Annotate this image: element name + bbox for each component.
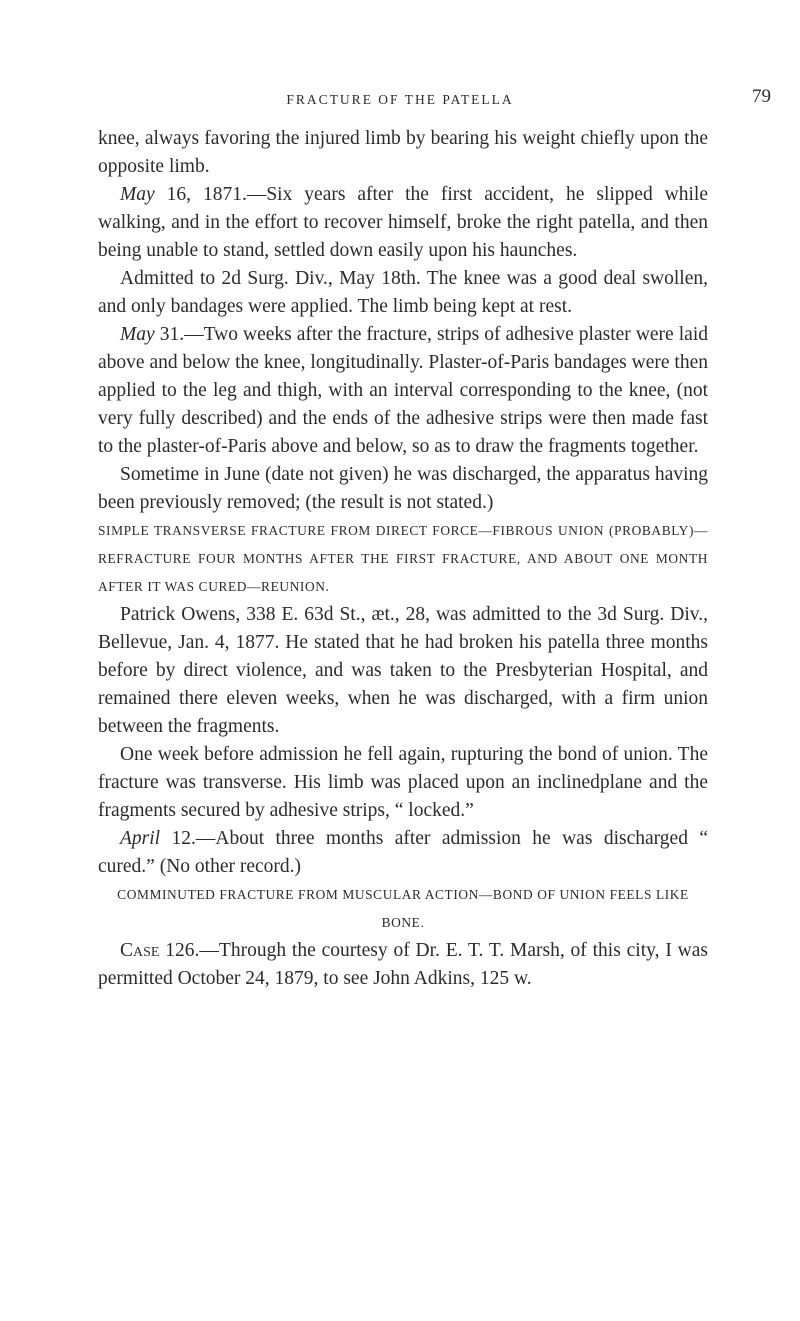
date-label: May bbox=[120, 184, 155, 205]
paragraph-may-31 bbox=[98, 321, 708, 461]
case-heading-simple-transverse: SIMPLE TRANSVERSE FRACTURE FROM DIRECT FORCE—FIBROUS UNION (PROBABLY)—REFRACTURE FOUR MONTHS AFTER THE FIRST FRACTURE, AND ABOUT ONE MONTH AFTER IT WAS CURED—REUNION. bbox=[98, 523, 708, 594]
paragraph-admitted: Admitted to 2d Surg. Div., May 18th. The knee was a good deal swollen, and only bandages were applied. The limb being kept at rest. bbox=[98, 268, 708, 317]
paragraph-text: 16, 1871.—Six years after the first accident, he slipped while walking, and in the effort to recover himself, broke the right patella, and then being unable to stand, settled down easily upon his haunches. bbox=[98, 184, 708, 261]
case-heading-comminuted: COMMINUTED FRACTURE FROM MUSCULAR ACTION—BOND OF UNION FEELS LIKE BONE. bbox=[117, 887, 689, 930]
paragraph-text: 31.—Two weeks after the fracture, strips of adhesive plaster were laid above and below the knee, longitudinally. Plaster-of-Paris bandages were then applied to the leg and thigh, with an interval corresponding to the knee, (not very fully described) and the ends of the adhesive strips were then made fast to the plaster-of-Paris above and below, so as to draw the fragments together. bbox=[98, 324, 708, 457]
paragraph-one-week: One week before admission he fell again, rupturing the bond of union. The fracture was transverse. His limb was placed upon an inclinedplane and the fragments secured by adhesive strips, “ locked.” bbox=[98, 744, 708, 821]
page-number: 79 bbox=[752, 86, 771, 107]
date-label: April bbox=[120, 828, 161, 849]
page-body bbox=[98, 125, 708, 993]
paragraph-patrick-owens: Patrick Owens, 338 E. 63d St., æt., 28, was admitted to the 3d Surg. Div., Bellevue, Jan. 4, 1877. He stated that he had broken his patella three months before by direct violence, and was taken to the Presbyterian Hospital, and remained there eleven weeks, when he was discharged, with a firm union between the fragments. bbox=[98, 604, 708, 737]
paragraph-may-16 bbox=[98, 181, 708, 265]
case-label: Case bbox=[120, 940, 160, 961]
paragraph-text: 126.—Through the courtesy of Dr. E. T. T. Marsh, of this city, I was permitted October 24, 1879, to see John Adkins, 125 w. bbox=[98, 940, 708, 989]
paragraph-april-12 bbox=[98, 825, 708, 881]
paragraph-text: 12.—About three months after admission he was discharged “ cured.” (No other record.) bbox=[98, 828, 708, 877]
running-head: FRACTURE OF THE PATELLA bbox=[286, 92, 514, 107]
paragraph-continuation: knee, always favoring the injured limb by bearing his weight chiefly upon the opposite limb. bbox=[98, 128, 708, 177]
paragraph-june: Sometime in June (date not given) he was discharged, the apparatus having been previously removed; (the result is not stated.) bbox=[98, 464, 708, 513]
date-label: May bbox=[120, 324, 155, 345]
paragraph-case-126 bbox=[98, 937, 708, 993]
